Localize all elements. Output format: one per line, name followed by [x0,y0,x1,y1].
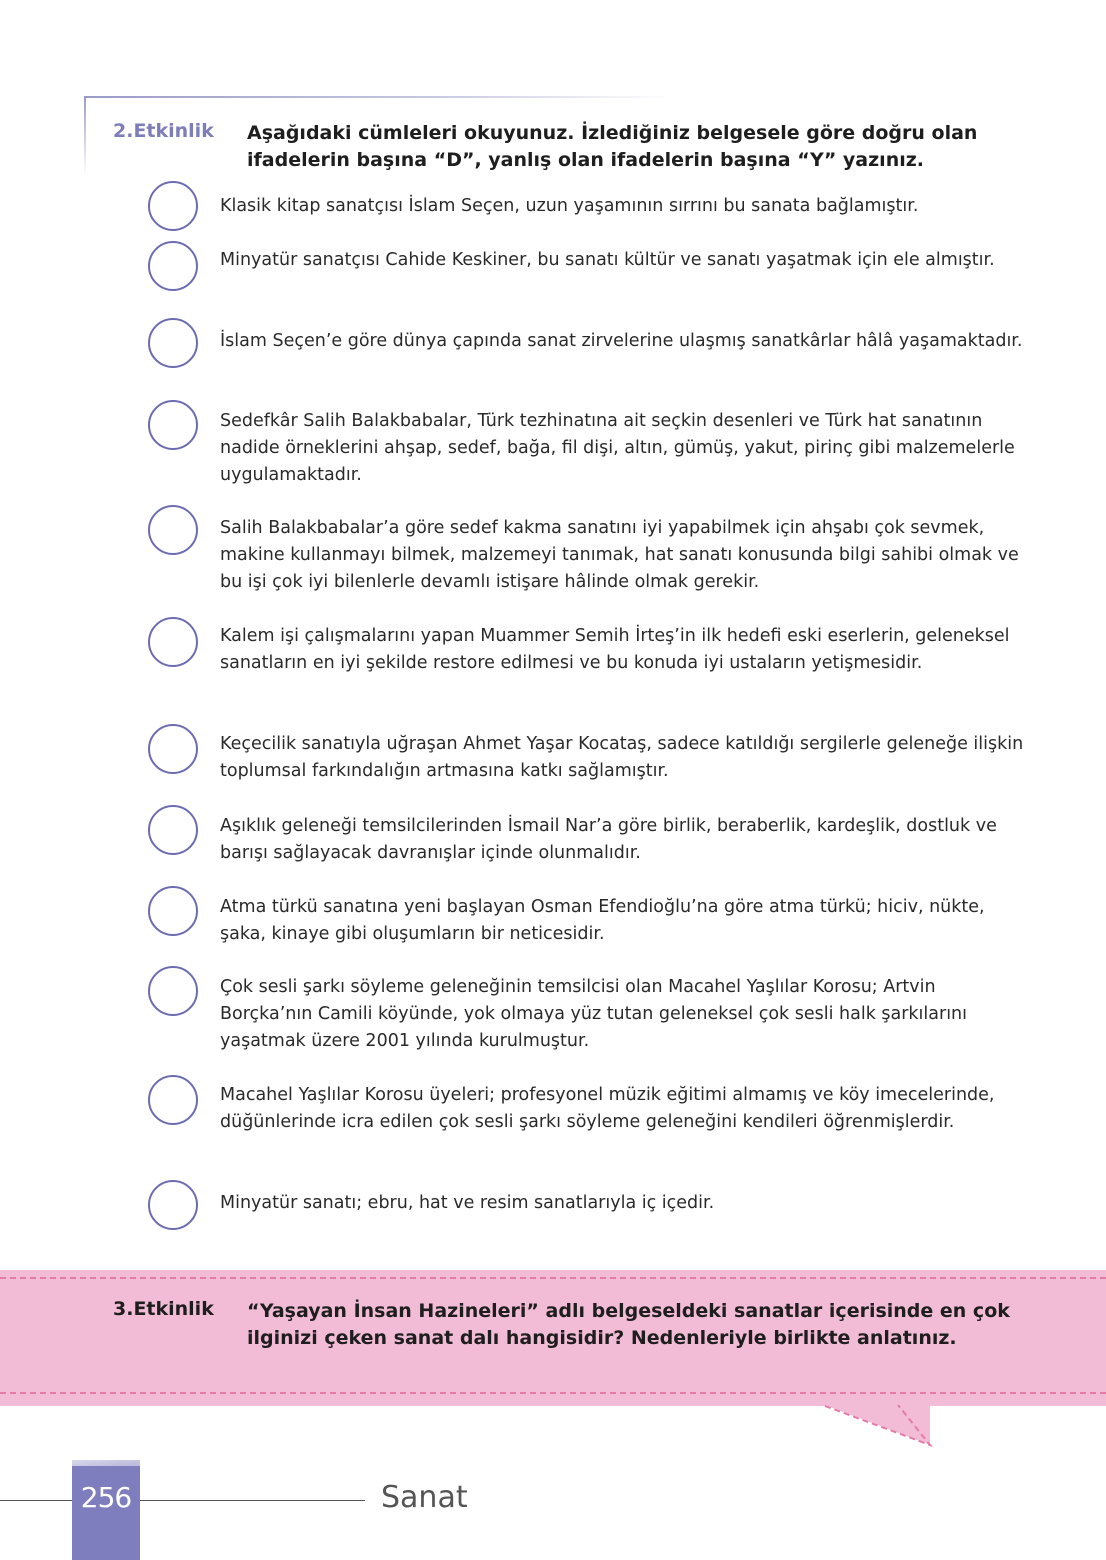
answer-circle[interactable] [148,181,198,231]
activity2-label: 2.Etkinlik [113,120,214,142]
statement-text: Macahel Yaşlılar Korosu üyeleri; profesyonel müzik eğitimi almamış ve köy imecelerinde, düğünlerinde icra edilen çok sesli şarkı söyleme geleneğini kendileri öğrenmişlerdir. [220,1085,995,1132]
activity3-question: “Yaşayan İnsan Hazineleri” adlı belgeseldeki sanatlar içerisinde en çok ilginizi çeken sanat dalı hangisidir? Nedenleriyle birlikte anlatınız. [247,1300,1010,1349]
statement-text: Salih Balakbabalar’a göre sedef kakma sanatını iyi yapabilmek için ahşabı çok sevmek, makine kullanmayı bilmek, malzemeyi tanımak, hat sanatı konusunda bilgi sahibi olmak ve bu işi çok iyi bilenlerle devamlı istişare hâlinde olmak gerekir. [220,518,1019,592]
answer-circle[interactable] [148,805,198,855]
banner-dashed-line-bottom [0,1392,1106,1394]
answer-circle[interactable] [148,1075,198,1125]
answer-circle[interactable] [148,318,198,368]
answer-circle[interactable] [148,886,198,936]
statement-text: Klasik kitap sanatçısı İslam Seçen, uzun yaşamının sırrını bu sanata bağlamıştır. [220,196,919,216]
statement-text: Minyatür sanatı; ebru, hat ve resim sanatlarıyla iç içedir. [220,1193,715,1213]
statement-text: Aşıklık geleneği temsilcilerinden İsmail Nar’a göre birlik, beraberlik, kardeşlik, dostluk ve barışı sağlayacak davranışlar içinde olunmalıdır. [220,816,997,863]
statement-text: Sedefkâr Salih Balakbabalar, Türk tezhinatına ait seçkin desenleri ve Türk hat sanatının nadide örneklerini ahşap, sedef, bağa, fil dişi, altın, gümüş, yakut, pirinç gibi malzemelerle uygulamaktadır. [220,411,1015,485]
activity3-label: 3.Etkinlik [113,1298,214,1320]
answer-circle[interactable] [148,400,198,450]
answer-circle[interactable] [148,966,198,1016]
speech-bubble-tail [820,1405,940,1447]
answer-circle[interactable] [148,241,198,291]
statement-text: Minyatür sanatçısı Cahide Keskiner, bu sanatı kültür ve sanatı yaşatmak için ele almıştır. [220,250,995,270]
answer-circle[interactable] [148,1180,198,1230]
answer-circle[interactable] [148,505,198,555]
statement-text: Atma türkü sanatına yeni başlayan Osman Efendioğlu’na göre atma türkü; hiciv, nükte, şaka, kinaye gibi oluşumların bir neticesidir. [220,897,985,944]
statement-text: Çok sesli şarkı söyleme geleneğinin temsilcisi olan Macahel Yaşlılar Korosu; Artvin Borçka’nın Camili köyünde, yok olmaya yüz tutan geleneksel çok sesli halk şarkılarını yaşatmak üzere 2001 yılında kurulmuştur. [220,977,968,1051]
activity-frame-top [84,96,674,98]
banner-dashed-line-top [0,1277,1106,1279]
activity2-instruction: Aşağıdaki cümleleri okuyunuz. İzlediğiniz belgesele göre doğru olan ifadelerin başına “D”, yanlış olan ifadelerin başına “Y” yazınız. [247,122,978,171]
statement-text: Kalem işi çalışmalarını yapan Muammer Semih İrteş’in ilk hedefi eski eserlerin, geleneksel sanatların en iyi şekilde restore edilmesi ve bu konuda iyi ustaların yetişmesidir. [220,626,1010,673]
statement-text: Keçecilik sanatıyla uğraşan Ahmet Yaşar Kocataş, sadece katıldığı sergilerle geleneğe ilişkin toplumsal farkındalığın artmasına katkı sağlamıştır. [220,734,1024,781]
activity-frame-left [84,96,86,176]
footer-rule [0,1500,365,1501]
footer-section-title: Sanat [381,1480,468,1515]
statement-text: İslam Seçen’e göre dünya çapında sanat zirvelerine ulaşmış sanatkârlar hâlâ yaşamaktadır. [220,331,1023,351]
page-number: 256 [80,1481,132,1514]
answer-circle[interactable] [148,617,198,667]
answer-circle[interactable] [148,724,198,774]
